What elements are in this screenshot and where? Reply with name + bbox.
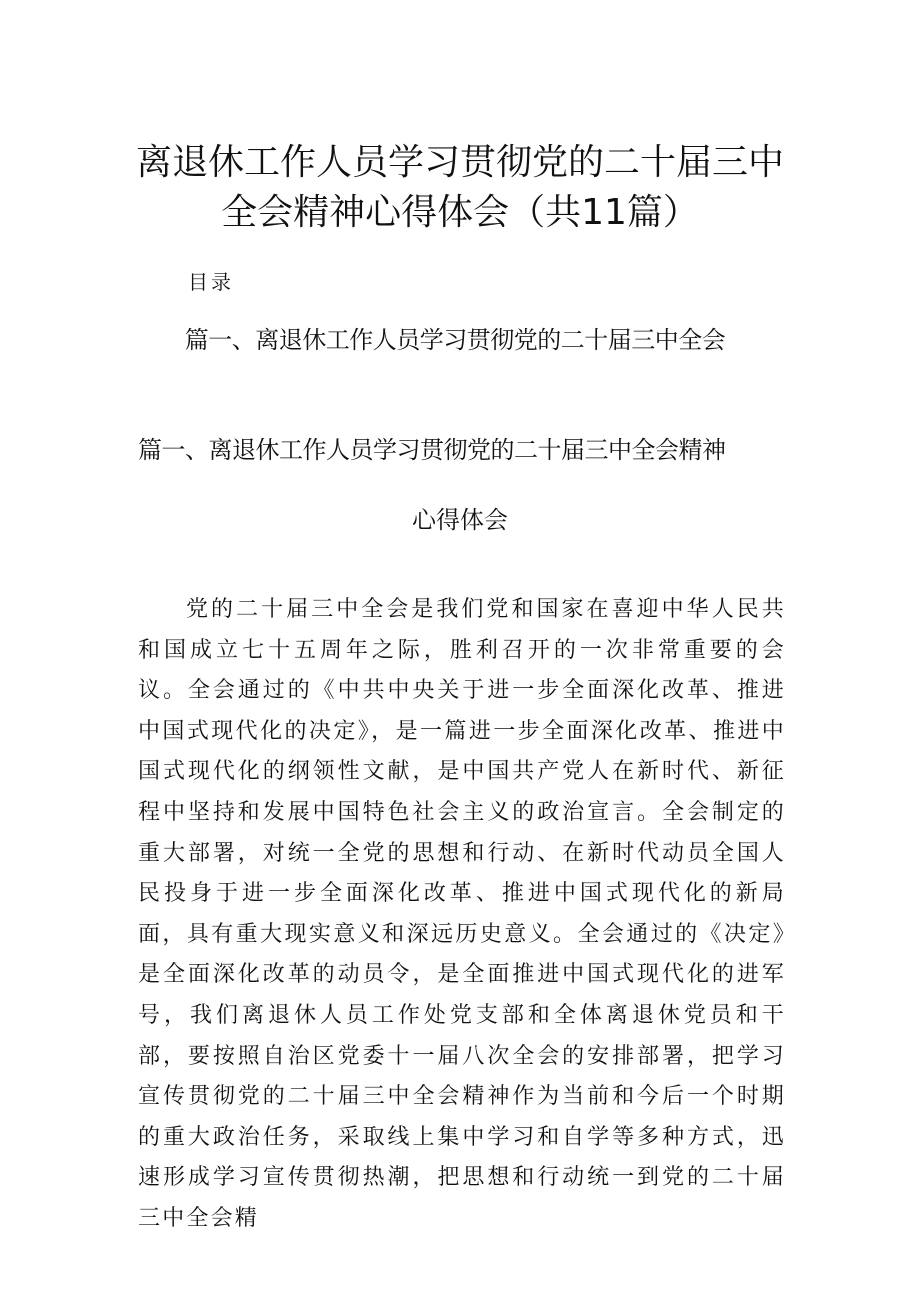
toc-item-1[interactable]: 篇一、离退休工作人员学习贯彻党的二十届三中全会 [184, 326, 726, 354]
section-heading-line-2: 心得体会 [412, 506, 508, 534]
toc-label: 目录 [188, 270, 234, 294]
body-paragraph: 党的二十届三中全会是我们党和国家在喜迎中华人民共和国成立七十五周年之际，胜利召开的一次非常重要的会议。全会通过的《中共中央关于进一步全面深化改革、推进中国式现代化的决定》，是一篇进一步全面深化改革、推进中国式现代化的纲领性文献，是中国共产党人在新时代、新征程中坚持和发展中国特色社会主义的政治宣言。全会制定的重大部署，对统一全党的思想和行动、在新时代动员全国人民投身于进一步全面深化改革、推进中国式现代化的新局面，具有重大现实意义和深远历史意义。全会通过的《决定》是全面深化改革的动员令，是全面推进中国式现代化的进军号，我们离退休人员工作处党支部和全体离退休党员和干部，要按照自治区党委十一届八次全会的安排部署，把学习宣传贯彻党的二十届三中全会精神作为当前和今后一个时期的重大政治任务，采取线上集中学习和自学等多种方式，迅速形成学习宣传贯彻热潮，把思想和行动统一到党的二十届三中全会精 [138, 597, 786, 1231]
document-title-line-1: 离退休工作人员学习贯彻党的二十届三中 [135, 142, 784, 183]
document-title-line-2: 全会精神心得体会（共11篇） [221, 192, 699, 233]
document-title [0, 138, 920, 238]
section-heading-line-1: 篇一、离退休工作人员学习贯彻党的二十届三中全会精神 [138, 436, 726, 464]
